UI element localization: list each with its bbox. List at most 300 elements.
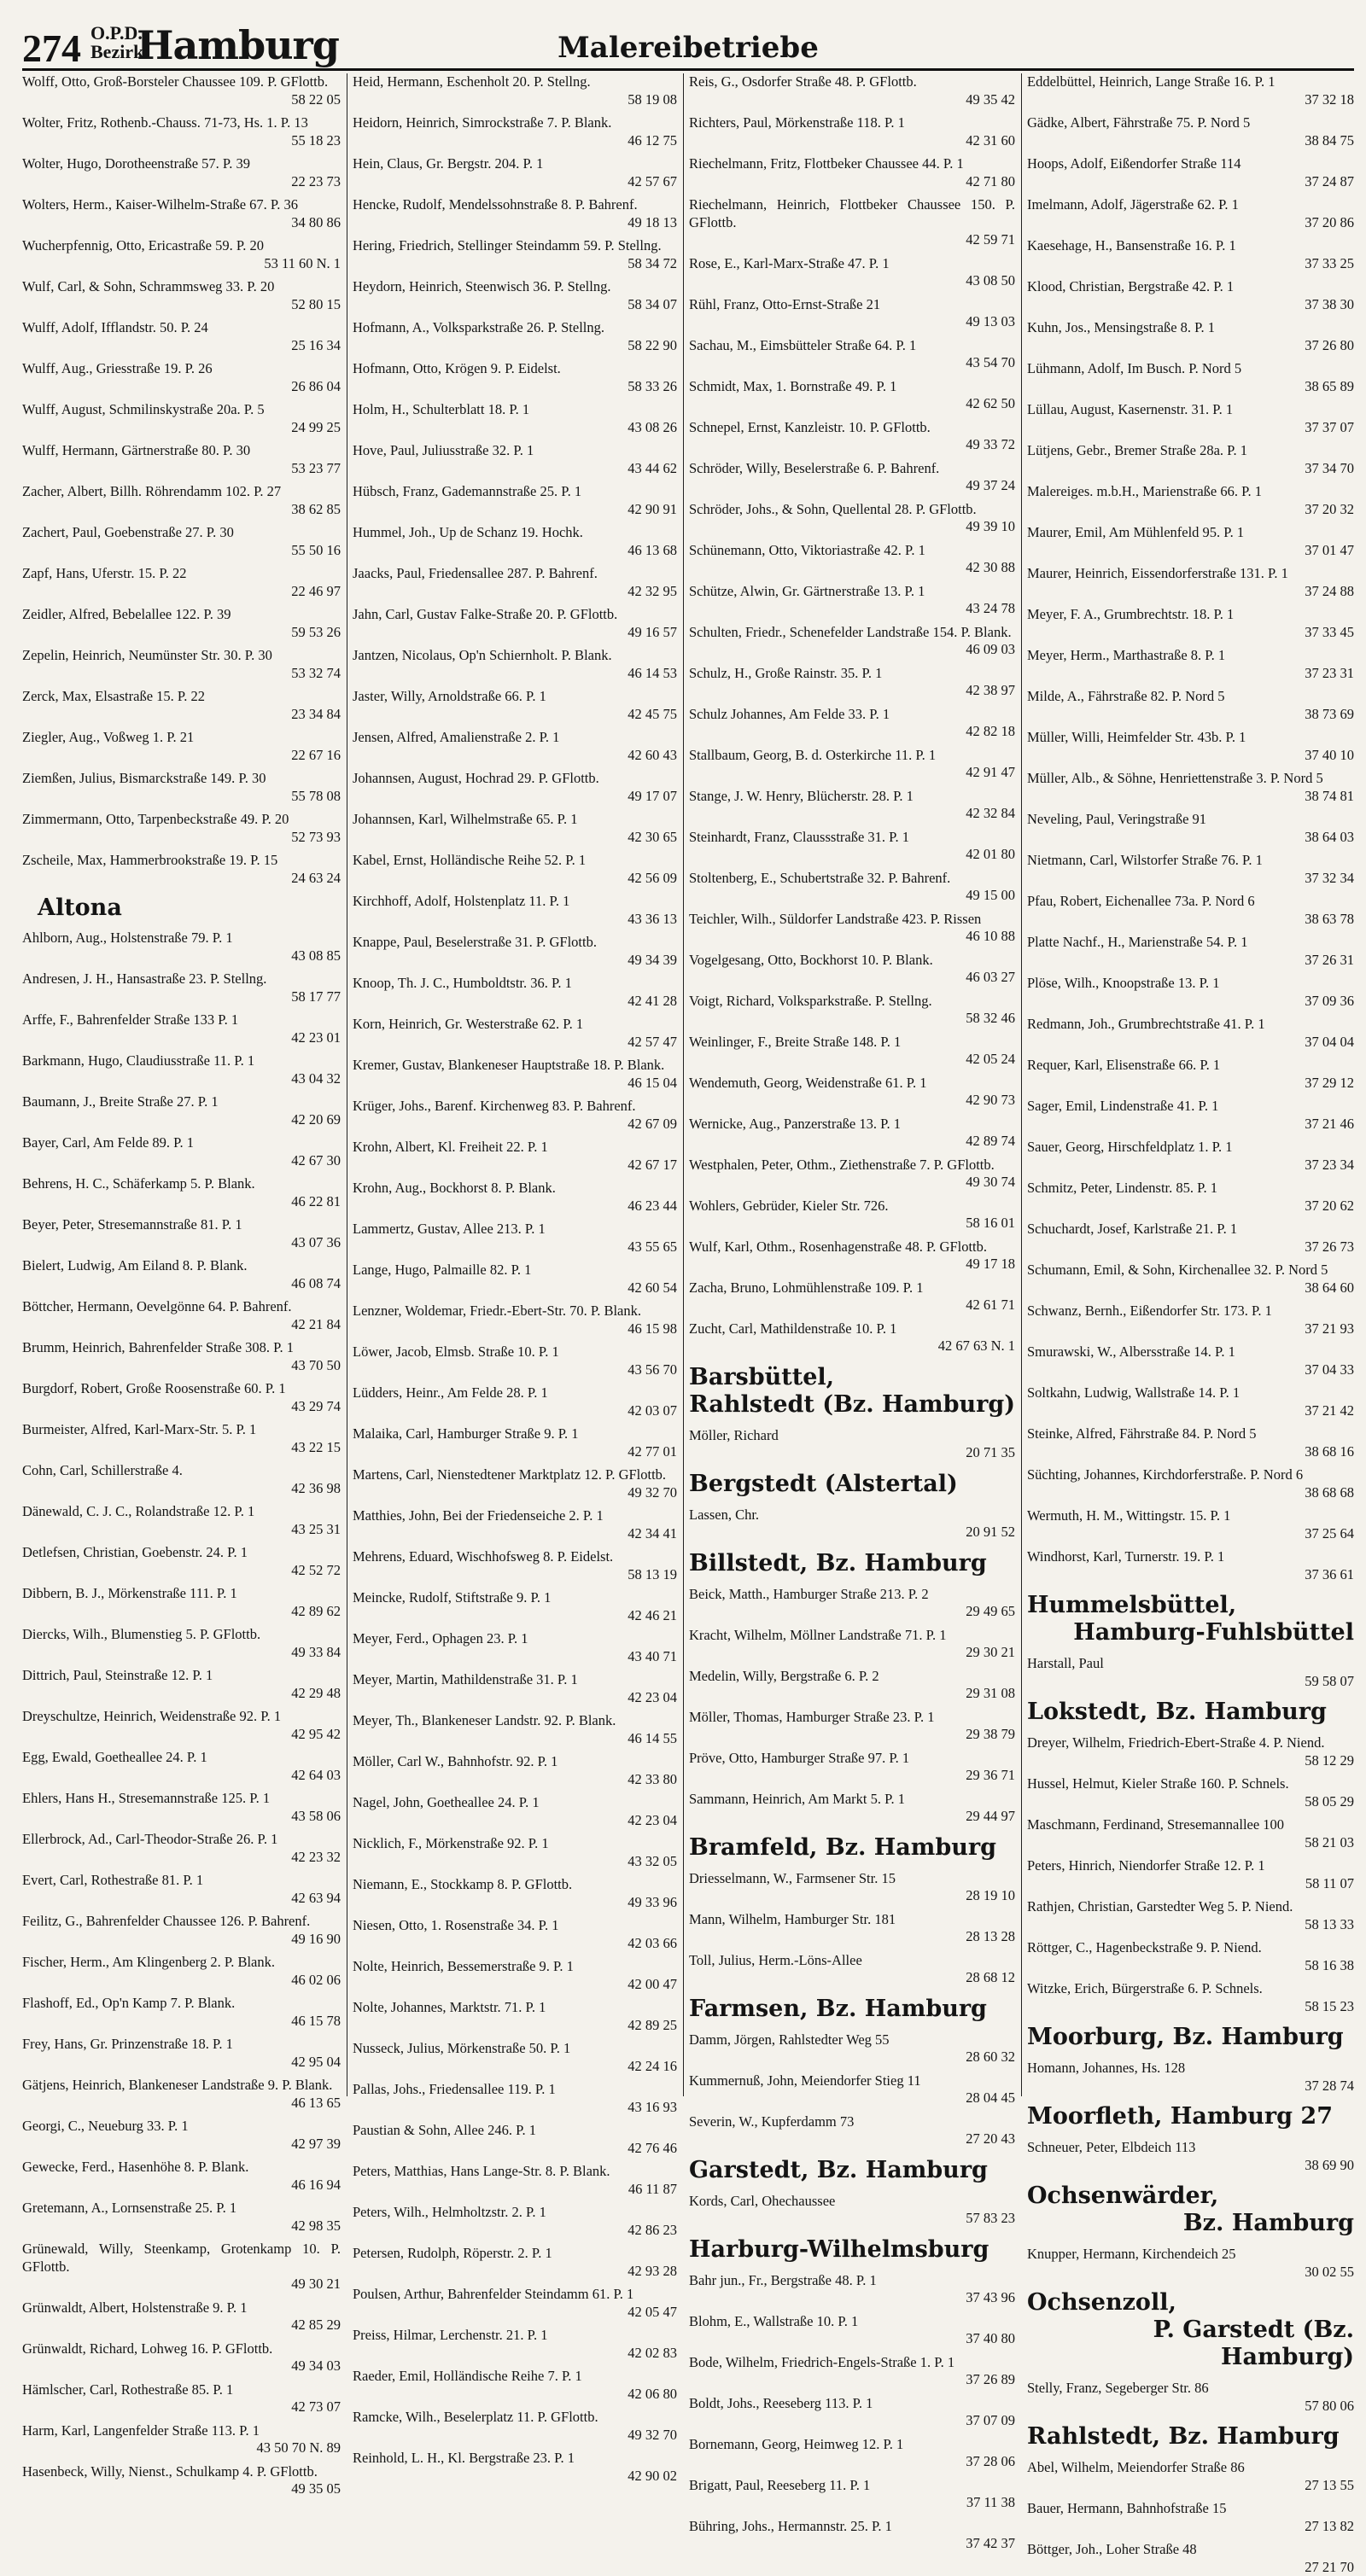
- directory-entry: [22, 1257, 341, 1292]
- directory-entry: [689, 1668, 1015, 1703]
- locality-heading: [689, 1364, 1015, 1419]
- directory-entry: [353, 1835, 677, 1870]
- entry-text: Gädke, Albert, Fährstraße 75. P. Nord 5: [1027, 114, 1250, 131]
- entry-phone: 49 34 03: [22, 2357, 341, 2375]
- entry-phone: 42 90 91: [353, 501, 677, 519]
- entry-text: Schumann, Emil, & Sohn, Kirchenallee 32. P. Nord 5: [1027, 1262, 1328, 1278]
- locality-heading: [689, 1834, 1015, 1862]
- entry-text: Lüdders, Heinr., Am Felde 28. P. 1: [353, 1384, 548, 1401]
- entry-phone: 43 54 70: [689, 354, 1015, 372]
- entry-phone: 37 24 87: [1027, 173, 1354, 191]
- entry-phone: 42 41 28: [353, 993, 677, 1011]
- entry-text: Holm, H., Schulterblatt 18. P. 1: [353, 401, 529, 417]
- entry-phone: 26 86 04: [22, 378, 341, 396]
- entry-text: Zerck, Max, Elsastraße 15. P. 22: [22, 688, 205, 704]
- directory-entry: [689, 419, 1015, 454]
- directory-entry: [1027, 524, 1354, 559]
- entry-text: Schmidt, Max, 1. Bornstraße 49. P. 1: [689, 378, 896, 394]
- entry-text: Pröve, Otto, Hamburger Straße 97. P. 1: [689, 1750, 909, 1766]
- entry-phone: 42 89 25: [353, 2017, 677, 2035]
- directory-entry: [689, 1320, 1015, 1355]
- locality-subtitle: Rahlstedt (Bz. Hamburg): [689, 1391, 1015, 1419]
- entry-phone: 58 13 33: [1027, 1916, 1354, 1934]
- entry-text: Ziegler, Aug., Voßweg 1. P. 21: [22, 729, 194, 745]
- entry-text: Poulsen, Arthur, Bahrenfelder Steindamm 61. P. 1: [353, 2286, 633, 2302]
- directory-entry: [689, 378, 1015, 413]
- entry-text: Wulf, Karl, Othm., Rosenhagenstraße 48. P. GFlottb.: [689, 1238, 987, 1255]
- entry-text: Bauer, Hermann, Bahnhofstraße 15: [1027, 2500, 1226, 2516]
- entry-text: Gretemann, A., Lornsenstraße 25. P. 1: [22, 2200, 236, 2216]
- entry-text: Heydorn, Heinrich, Steenwisch 36. P. Stellng.: [353, 278, 610, 294]
- directory-entry: [353, 1712, 677, 1747]
- entry-phone: 58 22 05: [22, 91, 341, 109]
- entry-text: Nagel, John, Goetheallee 24. P. 1: [353, 1794, 540, 1810]
- directory-entry: [1027, 1857, 1354, 1892]
- directory-entry: [689, 542, 1015, 577]
- directory-entry: [1027, 401, 1354, 436]
- entry-phone: 49 17 18: [689, 1256, 1015, 1273]
- entry-phone: 43 04 32: [22, 1070, 341, 1088]
- directory-entry: [689, 1116, 1015, 1151]
- entry-text: Abel, Wilhelm, Meiendorfer Straße 86: [1027, 2459, 1245, 2475]
- directory-entry: [22, 1503, 341, 1538]
- entry-phone: 58 19 08: [353, 91, 677, 109]
- entry-text: Schulz Johannes, Am Felde 33. P. 1: [689, 706, 890, 722]
- entry-text: Behrens, H. C., Schäferkamp 5. P. Blank.: [22, 1175, 255, 1192]
- column-3: [689, 73, 1015, 2096]
- directory-entry: [1027, 237, 1354, 272]
- bezirk-label: Bezirk: [90, 41, 143, 62]
- directory-entry: [689, 155, 1015, 190]
- directory-entry: [22, 1995, 341, 2030]
- entry-text: Meyer, Herm., Marthastraße 8. P. 1: [1027, 647, 1225, 663]
- entry-phone: 42 59 71: [689, 231, 1015, 249]
- directory-entry: [22, 1298, 341, 1333]
- entry-phone: 42 62 50: [689, 395, 1015, 413]
- directory-entry: [22, 606, 341, 641]
- entry-phone: 37 42 37: [689, 2535, 1015, 2553]
- locality-subtitle: Hamburg-Fuhlsbüttel: [1027, 1619, 1354, 1646]
- locality-heading: [1027, 2024, 1354, 2051]
- directory-entry: [22, 1708, 341, 1743]
- page-header: [22, 19, 1354, 71]
- directory-entry: [353, 606, 677, 641]
- directory-entry: [22, 1421, 341, 1456]
- entry-phone: 49 30 74: [689, 1174, 1015, 1192]
- directory-entry: [1027, 1939, 1354, 1974]
- directory-entry: [22, 1093, 341, 1128]
- directory-entry: [689, 1075, 1015, 1110]
- entry-text: Lammertz, Gustav, Allee 213. P. 1: [353, 1221, 546, 1237]
- entry-text: Hofmann, A., Volksparkstraße 26. P. Stellng.: [353, 319, 604, 335]
- directory-entry: [353, 1303, 677, 1338]
- locality-name: Bramfeld, Bz. Hamburg: [689, 1834, 996, 1861]
- directory-entry: [689, 2518, 1015, 2553]
- entry-text: Wolter, Fritz, Rothenb.-Chauss. 71-73, Hs. 1. P. 13: [22, 114, 308, 131]
- entry-phone: 38 74 81: [1027, 788, 1354, 806]
- entry-text: Hübsch, Franz, Gademannstraße 25. P. 1: [353, 483, 581, 499]
- directory-entry: [22, 1380, 341, 1415]
- entry-text: Riechelmann, Fritz, Flottbeker Chaussee 44. P. 1: [689, 155, 964, 172]
- locality-heading: [1027, 1592, 1354, 1646]
- entry-text: Fischer, Herm., Am Klingenberg 2. P. Blank.: [22, 1954, 275, 1970]
- entry-phone: 42 77 01: [353, 1443, 677, 1461]
- directory-entry: [353, 688, 677, 723]
- entry-text: Matthies, John, Bei der Friedenseiche 2. P. 1: [353, 1507, 604, 1524]
- entry-phone: 42 60 54: [353, 1279, 677, 1297]
- entry-text: Hummel, Joh., Up de Schanz 19. Hochk.: [353, 524, 583, 540]
- entry-phone: 29 38 79: [689, 1726, 1015, 1744]
- directory-entry: [353, 2163, 677, 2198]
- entry-phone: 42 20 69: [22, 1111, 341, 1129]
- directory-entry: [22, 2340, 341, 2375]
- entry-phone: 46 23 44: [353, 1198, 677, 1215]
- directory-entry: [22, 729, 341, 764]
- section-title: Malereibetriebe: [22, 31, 1354, 65]
- directory-entry: [353, 1876, 677, 1911]
- directory-entry: [22, 647, 341, 682]
- entry-text: Krüger, Johs., Barenf. Kirchenweg 83. P. Bahrenf.: [353, 1098, 636, 1114]
- entry-phone: 58 11 07: [1027, 1875, 1354, 1893]
- entry-text: Zscheile, Max, Hammerbrookstraße 19. P. 15: [22, 852, 277, 868]
- directory-entry: [1027, 1548, 1354, 1583]
- entry-text: Hencke, Rudolf, Mendelssohnstraße 8. P. Bahrenf.: [353, 196, 638, 213]
- entry-text: Damm, Jörgen, Rahlstedter Weg 55: [689, 2031, 890, 2048]
- entry-text: Stange, J. W. Henry, Blücherstr. 28. P. 1: [689, 788, 914, 804]
- locality-subtitle: P. Garstedt (Bz. Hamburg): [1027, 2317, 1354, 2371]
- entry-phone: 22 46 97: [22, 583, 341, 601]
- entry-text: Ehlers, Hans H., Stresemannstraße 125. P. 1: [22, 1790, 270, 1806]
- entry-text: Redmann, Joh., Grumbrechtstraße 41. P. 1: [1027, 1016, 1265, 1032]
- entry-phone: 43 16 93: [353, 2099, 677, 2117]
- entry-text: Schneuer, Peter, Elbdeich 113: [1027, 2139, 1195, 2155]
- entry-phone: 37 43 96: [689, 2289, 1015, 2307]
- entry-phone: 43 25 31: [22, 1521, 341, 1539]
- entry-phone: 37 37 07: [1027, 419, 1354, 437]
- directory-entry: [689, 952, 1015, 987]
- directory-entry: [1027, 155, 1354, 190]
- entry-text: Nolte, Johannes, Marktstr. 71. P. 1: [353, 1999, 546, 2015]
- entry-text: Röttger, C., Hagenbeckstraße 9. P. Niend.: [1027, 1939, 1262, 1955]
- entry-phone: 43 70 50: [22, 1357, 341, 1375]
- entry-phone: 37 21 93: [1027, 1320, 1354, 1338]
- entry-text: Kracht, Wilhelm, Möllner Landstraße 71. P. 1: [689, 1627, 946, 1643]
- entry-text: Niesen, Otto, 1. Rosenstraße 34. P. 1: [353, 1917, 559, 1933]
- entry-text: Andresen, J. H., Hansastraße 23. P. Stellng.: [22, 970, 266, 987]
- entry-phone: 42 32 84: [689, 805, 1015, 823]
- directory-entry: [22, 237, 341, 272]
- directory-entry: [689, 2436, 1015, 2471]
- directory-entry: [1027, 811, 1354, 846]
- entry-phone: 42 05 24: [689, 1051, 1015, 1069]
- entry-phone: 57 80 06: [1027, 2398, 1354, 2416]
- entry-phone: 46 16 94: [22, 2177, 341, 2194]
- entry-text: Wendemuth, Georg, Weidenstraße 61. P. 1: [689, 1075, 927, 1091]
- entry-phone: 37 32 34: [1027, 870, 1354, 888]
- entry-text: Soltkahn, Ludwig, Wallstraße 14. P. 1: [1027, 1384, 1240, 1401]
- entry-phone: 28 68 12: [689, 1969, 1015, 1987]
- entry-phone: 49 35 42: [689, 91, 1015, 109]
- directory-entry: [1027, 483, 1354, 518]
- entry-phone: 24 63 24: [22, 870, 341, 888]
- directory-entry: [353, 934, 677, 969]
- entry-phone: 49 33 72: [689, 436, 1015, 454]
- entry-text: Dibbern, B. J., Mörkenstraße 111. P. 1: [22, 1585, 237, 1601]
- locality-heading: [1027, 1699, 1354, 1726]
- directory-entry: [22, 401, 341, 436]
- entry-phone: 38 64 03: [1027, 829, 1354, 847]
- directory-entry: [1027, 934, 1354, 969]
- entry-phone: 52 80 15: [22, 296, 341, 314]
- entry-text: Lenzner, Woldemar, Friedr.-Ebert-Str. 70. P. Blank.: [353, 1303, 641, 1319]
- entry-phone: 43 58 06: [22, 1808, 341, 1826]
- entry-text: Baumann, J., Breite Straße 27. P. 1: [22, 1093, 219, 1110]
- directory-entry: [1027, 1507, 1354, 1542]
- directory-entry: [22, 1585, 341, 1620]
- entry-text: Meyer, F. A., Grumbrechtstr. 18. P. 1: [1027, 606, 1234, 622]
- directory-entry: [353, 401, 677, 436]
- directory-entry: [353, 483, 677, 518]
- entry-phone: 42 61 71: [689, 1297, 1015, 1314]
- directory-entry: [689, 196, 1015, 249]
- entry-phone: 34 80 86: [22, 214, 341, 232]
- locality-name: Bergstedt (Alstertal): [689, 1471, 958, 1497]
- directory-entry: [22, 1462, 341, 1497]
- entry-phone: 42 86 23: [353, 2222, 677, 2240]
- entry-phone: 43 24 78: [689, 600, 1015, 618]
- directory-entry: [1027, 688, 1354, 723]
- entry-phone: 29 49 65: [689, 1603, 1015, 1621]
- entry-phone: 42 57 47: [353, 1034, 677, 1052]
- entry-phone: 37 07 09: [689, 2412, 1015, 2430]
- entry-phone: 42 38 97: [689, 682, 1015, 700]
- directory-entry: [22, 155, 341, 190]
- entry-text: Nietmann, Carl, Wilstorfer Straße 76. P. 1: [1027, 852, 1263, 868]
- entry-text: Wernicke, Aug., Panzerstraße 13. P. 1: [689, 1116, 901, 1132]
- entry-phone: 25 16 34: [22, 337, 341, 355]
- entry-phone: 46 13 65: [22, 2095, 341, 2113]
- entry-text: Barkmann, Hugo, Claudiusstraße 11. P. 1: [22, 1052, 254, 1069]
- entry-phone: 37 33 25: [1027, 255, 1354, 273]
- directory-entry: [689, 114, 1015, 149]
- directory-entry: [353, 852, 677, 887]
- entry-text: Richters, Paul, Mörkenstraße 118. P. 1: [689, 114, 905, 131]
- entry-phone: 37 25 64: [1027, 1525, 1354, 1543]
- entry-phone: 37 40 80: [689, 2330, 1015, 2348]
- entry-text: Möller, Richard: [689, 1427, 779, 1443]
- entry-text: Eddelbüttel, Heinrich, Lange Straße 16. P. 1: [1027, 73, 1276, 90]
- entry-phone: 37 26 73: [1027, 1238, 1354, 1256]
- directory-entry: [353, 2081, 677, 2116]
- entry-phone: 42 85 29: [22, 2317, 341, 2334]
- entry-text: Egg, Ewald, Goetheallee 24. P. 1: [22, 1749, 207, 1765]
- entry-text: Hasenbeck, Willy, Nienst., Schulkamp 4. P. GFlottb.: [22, 2463, 318, 2480]
- entry-text: Mann, Wilhelm, Hamburger Str. 181: [689, 1911, 896, 1927]
- entry-text: Medelin, Willy, Bergstraße 6. P. 2: [689, 1668, 879, 1684]
- entry-phone: 46 13 68: [353, 542, 677, 560]
- locality-name: Barsbüttel,: [689, 1364, 834, 1390]
- entry-text: Teichler, Wilh., Süldorfer Landstraße 423. P. Rissen: [689, 911, 981, 927]
- entry-phone: 38 73 69: [1027, 706, 1354, 724]
- entry-text: Georgi, C., Neueburg 33. P. 1: [22, 2118, 189, 2134]
- entry-text: Schünemann, Otto, Viktoriastraße 42. P. 1: [689, 542, 925, 558]
- directory-entry: [1027, 2060, 1354, 2095]
- entry-text: Martens, Carl, Nienstedtener Marktplatz 12. P. GFlottb.: [353, 1466, 666, 1483]
- directory-entry: [353, 2122, 677, 2157]
- entry-text: Nusseck, Julius, Mörkenstraße 50. P. 1: [353, 2040, 570, 2056]
- entry-text: Feilitz, G., Bahrenfelder Chaussee 126. P. Bahrenf.: [22, 1913, 310, 1929]
- directory-entry: [22, 1749, 341, 1784]
- entry-phone: 22 67 16: [22, 747, 341, 765]
- entry-text: Windhorst, Karl, Turnerstr. 19. P. 1: [1027, 1548, 1224, 1565]
- entry-phone: 58 22 90: [353, 337, 677, 355]
- entry-phone: 27 21 70: [1027, 2559, 1354, 2576]
- entry-text: Meyer, Th., Blankeneser Landstr. 92. P. Blank.: [353, 1712, 616, 1728]
- directory-entry: [1027, 1221, 1354, 1256]
- directory-entry: [1027, 1180, 1354, 1215]
- entry-phone: 38 84 75: [1027, 132, 1354, 150]
- entry-phone: 46 08 74: [22, 1275, 341, 1293]
- entry-text: Wulff, August, Schmilinskystraße 20a. P. 5: [22, 401, 265, 417]
- directory-entry: [1027, 2459, 1354, 2494]
- entry-text: Bahr jun., Fr., Bergstraße 48. P. 1: [689, 2272, 877, 2288]
- entry-text: Schulz, H., Große Rainstr. 35. P. 1: [689, 665, 882, 681]
- directory-entry: [1027, 565, 1354, 600]
- locality-heading: [1027, 2289, 1354, 2371]
- entry-phone: 42 23 04: [353, 1689, 677, 1707]
- entry-text: Jaacks, Paul, Friedensallee 287. P. Bahrenf.: [353, 565, 598, 581]
- entry-text: Nicklich, F., Mörkenstraße 92. P. 1: [353, 1835, 549, 1851]
- directory-entry: [689, 747, 1015, 782]
- locality-name: Harburg-Wilhelmsburg: [689, 2236, 989, 2263]
- entry-phone: 58 16 01: [689, 1215, 1015, 1233]
- entry-phone: 42 89 74: [689, 1133, 1015, 1151]
- directory-entry: [353, 2286, 677, 2321]
- directory-entry: [22, 2463, 341, 2498]
- locality-heading: [1027, 2183, 1354, 2237]
- entry-phone: 42 00 47: [353, 1976, 677, 1994]
- directory-entry: [22, 360, 341, 395]
- entry-phone: 29 31 08: [689, 1685, 1015, 1703]
- entry-text: Homann, Johannes, Hs. 128: [1027, 2060, 1185, 2076]
- entry-text: Böttger, Joh., Loher Straße 48: [1027, 2541, 1197, 2557]
- entry-phone: 42 98 35: [22, 2218, 341, 2235]
- entry-phone: 43 56 70: [353, 1361, 677, 1379]
- directory-entry: [353, 1180, 677, 1215]
- entry-text: Sager, Emil, Lindenstraße 41. P. 1: [1027, 1098, 1218, 1114]
- entry-phone: 49 16 57: [353, 624, 677, 642]
- column-4: [1027, 73, 1354, 2096]
- entry-text: Peters, Wilh., Helmholtzstr. 2. P. 1: [353, 2204, 546, 2220]
- directory-entry: [1027, 442, 1354, 477]
- directory-entry: [689, 2113, 1015, 2148]
- directory-entry: [22, 2077, 341, 2112]
- entry-phone: 49 30 21: [22, 2276, 341, 2293]
- entry-text: Lütjens, Gebr., Bremer Straße 28a. P. 1: [1027, 442, 1247, 458]
- entry-text: Flashoff, Ed., Op'n Kamp 7. P. Blank.: [22, 1995, 235, 2011]
- entry-phone: 42 30 88: [689, 559, 1015, 577]
- entry-phone: 59 53 26: [22, 624, 341, 642]
- entry-phone: 43 07 36: [22, 1234, 341, 1252]
- entry-phone: 43 08 85: [22, 947, 341, 965]
- entry-phone: 29 30 21: [689, 1644, 1015, 1662]
- entry-phone: 58 21 03: [1027, 1834, 1354, 1852]
- directory-entry: [689, 1586, 1015, 1621]
- directory-entry: [1027, 2139, 1354, 2174]
- entry-text: Knappe, Paul, Beselerstraße 31. P. GFlottb.: [353, 934, 597, 950]
- entry-text: Harm, Karl, Langenfelder Straße 113. P. 1: [22, 2422, 260, 2439]
- directory-entry: [1027, 1303, 1354, 1338]
- directory-entry: [689, 1750, 1015, 1785]
- entry-phone: 46 11 87: [353, 2181, 677, 2199]
- entry-text: Dänewald, C. J. C., Rolandstraße 12. P. 1: [22, 1503, 254, 1519]
- directory-entry: [353, 237, 677, 272]
- entry-text: Meyer, Martin, Mathildenstraße 31. P. 1: [353, 1671, 578, 1687]
- entry-text: Heidorn, Heinrich, Simrockstraße 7. P. Blank.: [353, 114, 611, 131]
- entry-phone: 46 14 55: [353, 1730, 677, 1748]
- entry-phone: 42 33 80: [353, 1771, 677, 1789]
- locality-subtitle: Bz. Hamburg: [1027, 2210, 1354, 2237]
- directory-entry: [353, 1016, 677, 1051]
- locality-name: Garstedt, Bz. Hamburg: [689, 2157, 988, 2183]
- entry-text: Beyer, Peter, Stresemannstraße 81. P. 1: [22, 1216, 242, 1233]
- directory-entry: [22, 2299, 341, 2334]
- directory-entry: [22, 2381, 341, 2416]
- directory-entry: [1027, 1898, 1354, 1933]
- entry-phone: 58 05 29: [1027, 1793, 1354, 1811]
- directory-entry: [689, 1198, 1015, 1233]
- entry-text: Hussel, Helmut, Kieler Straße 160. P. Schnels.: [1027, 1775, 1289, 1792]
- entry-text: Johannsen, August, Hochrad 29. P. GFlottb.: [353, 770, 599, 786]
- entry-phone: 42 21 84: [22, 1316, 341, 1334]
- entry-phone: 42 67 09: [353, 1116, 677, 1134]
- entry-text: Pallas, Johs., Friedensallee 119. P. 1: [353, 2081, 556, 2097]
- entry-text: Grünwaldt, Richard, Lohweg 16. P. GFlottb.: [22, 2340, 272, 2357]
- directory-entry: [1027, 1655, 1354, 1690]
- directory-entry: [22, 196, 341, 231]
- directory-entry: [353, 2245, 677, 2280]
- directory-entry: [22, 1667, 341, 1702]
- entry-phone: 38 68 68: [1027, 1484, 1354, 1502]
- entry-text: Hering, Friedrich, Stellinger Steindamm 59. P. Stellng.: [353, 237, 662, 254]
- directory-entry: [1027, 1343, 1354, 1378]
- directory-entry: [353, 319, 677, 354]
- entry-phone: 58 34 72: [353, 255, 677, 273]
- entry-phone: 55 50 16: [22, 542, 341, 560]
- directory-entry: [22, 1216, 341, 1251]
- directory-entry: [689, 1238, 1015, 1273]
- directory-entry: [1027, 770, 1354, 805]
- directory-entry: [1027, 73, 1354, 108]
- entry-phone: 53 11 60 N. 1: [22, 255, 341, 273]
- directory-entry: [1027, 1016, 1354, 1051]
- entry-phone: 58 15 23: [1027, 1998, 1354, 2016]
- directory-entry: [353, 196, 677, 231]
- entry-phone: 43 36 13: [353, 911, 677, 929]
- locality-name: Farmsen, Bz. Hamburg: [689, 1996, 987, 2022]
- entry-text: Wermuth, H. M., Wittingstr. 15. P. 1: [1027, 1507, 1230, 1524]
- entry-text: Dreyschultze, Heinrich, Weidenstraße 92. P. 1: [22, 1708, 281, 1724]
- directory-entry: [689, 255, 1015, 290]
- entry-phone: 42 06 80: [353, 2386, 677, 2404]
- entry-phone: 42 95 42: [22, 1726, 341, 1744]
- entry-phone: 30 02 55: [1027, 2264, 1354, 2282]
- entry-text: Bühring, Johs., Hermannstr. 25. P. 1: [689, 2518, 892, 2534]
- locality-heading: [1027, 2423, 1354, 2451]
- entry-phone: 58 17 77: [22, 988, 341, 1006]
- entry-phone: 22 23 73: [22, 173, 341, 191]
- entry-text: Löwer, Jacob, Elmsb. Straße 10. P. 1: [353, 1343, 559, 1360]
